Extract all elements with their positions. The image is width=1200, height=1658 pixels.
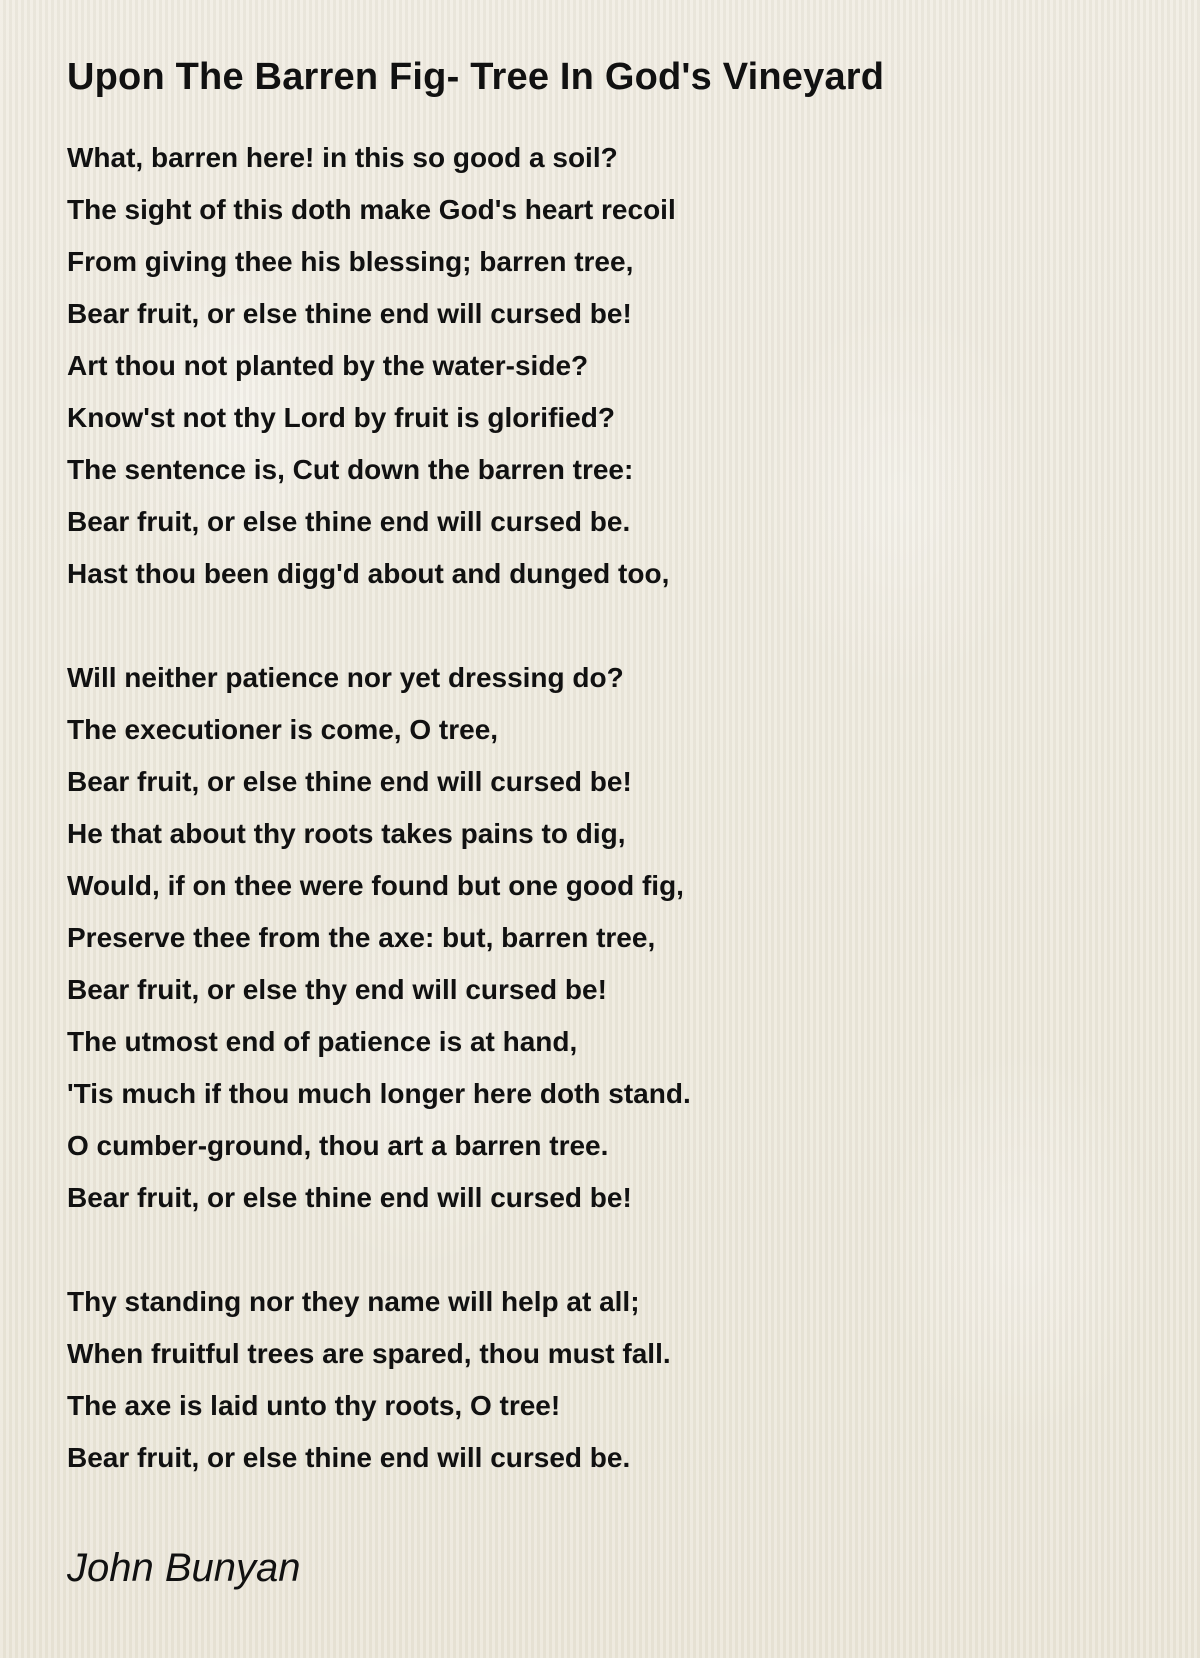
poem-body — [67, 132, 1147, 1484]
poem-line: Bear fruit, or else thine end will cursed be! — [67, 766, 632, 797]
poem-line: Bear fruit, or else thy end will cursed be! — [67, 974, 607, 1005]
poem-line: Bear fruit, or else thine end will cursed be! — [67, 298, 632, 329]
poem-stanza — [67, 132, 1147, 600]
poem-line: From giving thee his blessing; barren tree, — [67, 246, 634, 277]
poem-line: The sight of this doth make God's heart recoil — [67, 194, 676, 225]
poem-line: Bear fruit, or else thine end will cursed be. — [67, 506, 631, 537]
poem-line: When fruitful trees are spared, thou must fall. — [67, 1338, 671, 1369]
poem-author: John Bunyan — [67, 1546, 301, 1590]
poem-line: The utmost end of patience is at hand, — [67, 1026, 578, 1057]
poem-line: Know'st not thy Lord by fruit is glorified? — [67, 402, 615, 433]
poem-line: What, barren here! in this so good a soil? — [67, 142, 618, 173]
poem-line: The axe is laid unto thy roots, O tree! — [67, 1390, 561, 1421]
poem-title: Upon The Barren Fig- Tree In God's Vineyard — [67, 56, 885, 98]
stanza-gap — [67, 600, 1147, 652]
poem-line: The executioner is come, O tree, — [67, 714, 499, 745]
poem-stanza — [67, 1276, 1147, 1484]
poem-line: Bear fruit, or else thine end will cursed be. — [67, 1442, 631, 1473]
poem-line: Hast thou been digg'd about and dunged too, — [67, 558, 670, 589]
poem-line: Art thou not planted by the water-side? — [67, 350, 589, 381]
poem-line: The sentence is, Cut down the barren tree: — [67, 454, 634, 485]
poem-line: O cumber-ground, thou art a barren tree. — [67, 1130, 609, 1161]
poem-line: Preserve thee from the axe: but, barren tree, — [67, 922, 656, 953]
poem-line: Will neither patience nor yet dressing do? — [67, 662, 624, 693]
poem-line: Thy standing nor they name will help at all; — [67, 1286, 640, 1317]
poem-line: Would, if on thee were found but one good fig, — [67, 870, 684, 901]
poem-line: Bear fruit, or else thine end will cursed be! — [67, 1182, 632, 1213]
stanza-gap — [67, 1224, 1147, 1276]
poem-page — [67, 50, 1147, 1596]
poem-line: 'Tis much if thou much longer here doth stand. — [67, 1078, 691, 1109]
poem-line: He that about thy roots takes pains to dig, — [67, 818, 626, 849]
poem-stanza — [67, 652, 1147, 1224]
